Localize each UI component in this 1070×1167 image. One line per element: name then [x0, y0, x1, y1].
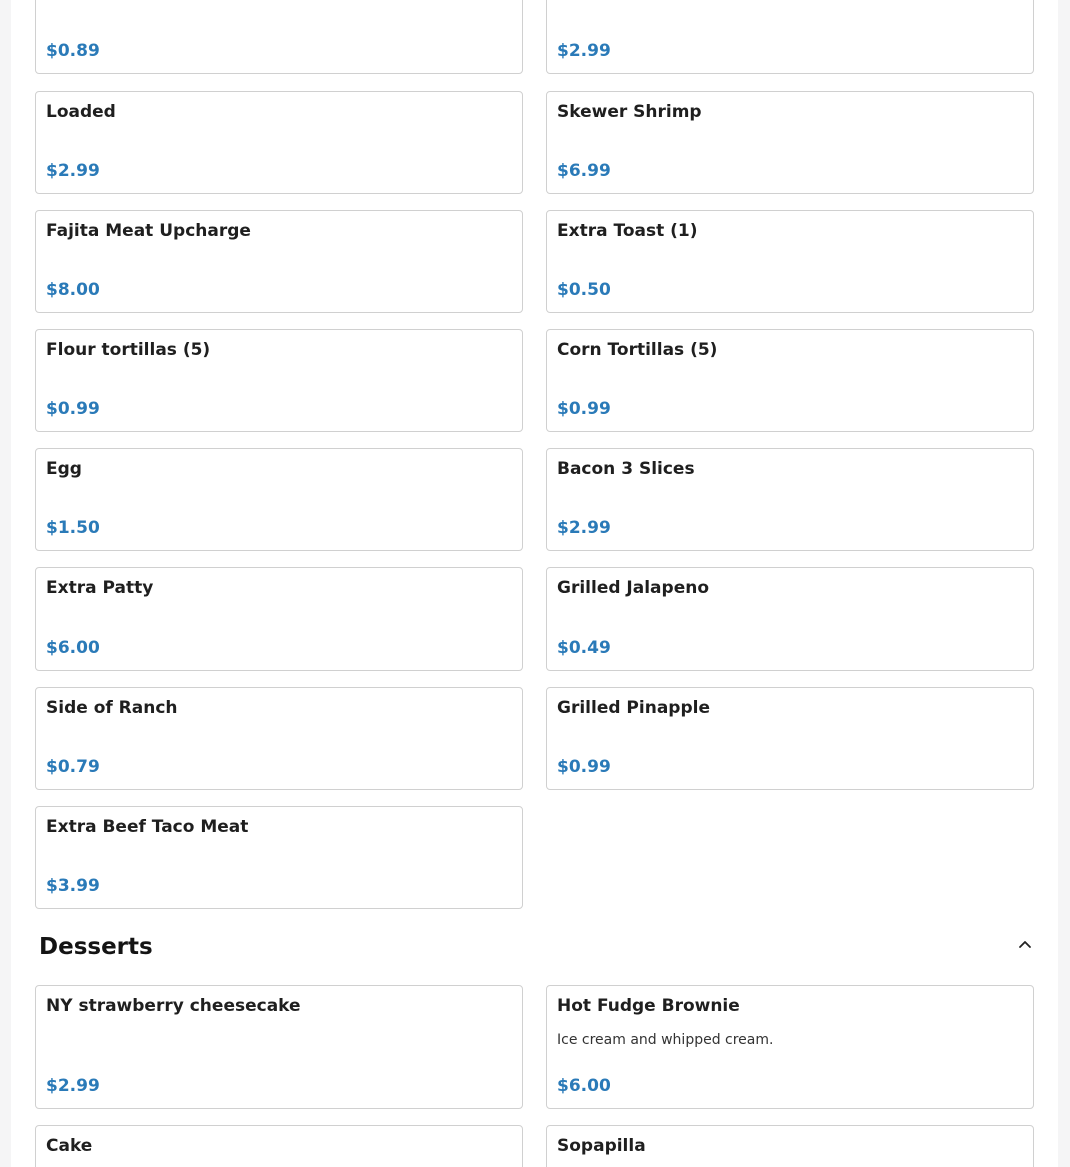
menu-item-name: Egg	[46, 459, 82, 479]
menu-item-card[interactable]	[546, 329, 1034, 432]
menu-item-card[interactable]	[546, 0, 1034, 74]
menu-item-price: $2.99	[46, 1076, 100, 1096]
menu-item-price: $8.00	[46, 280, 100, 300]
menu-item-name: Extra Toast (1)	[557, 221, 698, 241]
chevron-up-icon	[1017, 936, 1033, 952]
menu-item-card[interactable]	[546, 91, 1034, 194]
menu-item-name: Sopapilla	[557, 1136, 646, 1156]
menu-item-name: Grilled Jalapeno	[557, 578, 710, 598]
menu-item-price: $0.99	[557, 399, 611, 419]
menu-item-name: Corn Tortillas (5)	[557, 340, 718, 360]
menu-item-card[interactable]	[546, 687, 1034, 790]
menu-item-name: Hot Fudge Brownie	[557, 996, 740, 1016]
menu-item-card[interactable]	[35, 329, 523, 432]
menu-item-card[interactable]	[546, 448, 1034, 551]
menu-item-card[interactable]	[35, 210, 523, 313]
menu-item-card[interactable]	[546, 1125, 1034, 1167]
menu-page	[11, 0, 1058, 1167]
menu-item-price: $0.49	[557, 638, 611, 658]
menu-item-name: Flour tortillas (5)	[46, 340, 211, 360]
section-title-desserts: Desserts	[39, 934, 153, 960]
menu-item-name: Bacon 3 Slices	[557, 459, 695, 479]
menu-item-name: Extra Patty	[46, 578, 154, 598]
menu-item-name: Grilled Pinapple	[557, 698, 710, 718]
menu-item-name: NY strawberry cheesecake	[46, 996, 301, 1016]
menu-item-card[interactable]	[35, 567, 523, 671]
menu-item-price: $6.00	[46, 638, 100, 658]
menu-item-card[interactable]	[35, 0, 523, 74]
menu-item-card[interactable]	[35, 806, 523, 909]
menu-item-card[interactable]	[35, 91, 523, 194]
menu-item-name: Fajita Meat Upcharge	[46, 221, 251, 241]
menu-item-name: Side of Ranch	[46, 698, 178, 718]
menu-item-price: $3.99	[46, 876, 100, 896]
menu-item-price: $2.99	[557, 518, 611, 538]
menu-item-description: Ice cream and whipped cream.	[557, 1032, 774, 1048]
menu-item-price: $0.79	[46, 757, 100, 777]
menu-item-price: $0.99	[46, 399, 100, 419]
collapse-section-button[interactable]	[1011, 930, 1039, 958]
menu-item-name: Skewer Shrimp	[557, 102, 702, 122]
menu-item-name: Loaded	[46, 102, 116, 122]
menu-item-card[interactable]	[546, 210, 1034, 313]
menu-item-price: $2.99	[557, 41, 611, 61]
menu-item-card[interactable]	[35, 1125, 523, 1167]
menu-item-price: $0.99	[557, 757, 611, 777]
menu-item-card[interactable]	[35, 448, 523, 551]
menu-item-price: $6.00	[557, 1076, 611, 1096]
menu-item-card[interactable]	[35, 985, 523, 1109]
menu-item-card[interactable]	[35, 687, 523, 790]
menu-item-name: Extra Beef Taco Meat	[46, 817, 249, 837]
menu-item-card[interactable]	[546, 985, 1034, 1109]
menu-item-price: $1.50	[46, 518, 100, 538]
menu-item-price: $0.50	[557, 280, 611, 300]
menu-item-price: $6.99	[557, 161, 611, 181]
menu-item-name: Cake	[46, 1136, 93, 1156]
menu-item-price: $0.89	[46, 41, 100, 61]
menu-item-card[interactable]	[546, 567, 1034, 671]
menu-item-price: $2.99	[46, 161, 100, 181]
